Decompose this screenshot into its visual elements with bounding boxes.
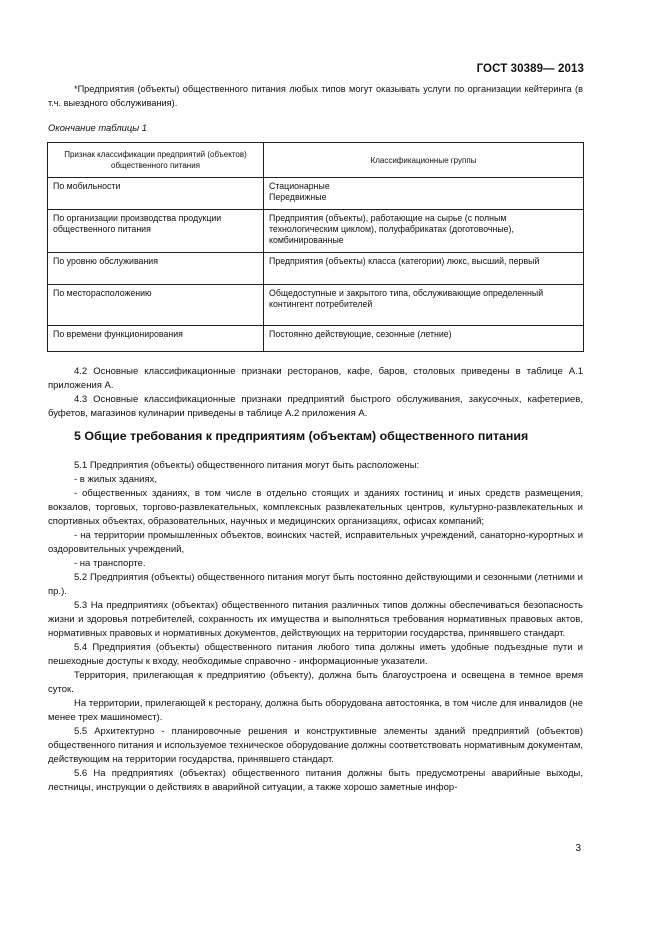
table-caption: Окончание таблицы 1	[48, 122, 147, 133]
page-number: 3	[575, 843, 581, 854]
table-row	[48, 285, 584, 326]
table-row	[48, 326, 584, 352]
paragraph: - на транспорте.	[74, 558, 146, 569]
paragraph: 5.6 На предприятиях (объектах) общественного питания должны быть предусмотрены аварийные выходы, лестницы, инструкции о действиях в аварийной ситуации, а также хорошо заметные инфор-	[48, 768, 583, 793]
section-title: 5 Общие требования к предприятиям (объектам) общественного питания	[74, 429, 529, 443]
table-cell: По мобильности	[48, 178, 264, 210]
table-row	[48, 178, 584, 210]
paragraph: 5.5 Архитектурно - планировочные решения и конструктивные элементы зданий предприятий (объектов) общественного питания и используемое техническое оборудование должны соответствовать нормативным документам, действующим на территории государства, принявшего стандарт.	[48, 726, 583, 765]
paragraph: 5.3 На предприятиях (объектах) общественного питания различных типов должны обеспечиваться безопасность жизни и здоровья потребителей, сохранность их имущества и выполняться требования нормативных правовых актов, нормативных правовых и нормативных документов, действующих на территории государства, принявшего стандарт.	[48, 600, 583, 639]
footnote	[48, 82, 583, 110]
table-cell: По организации производства продукции общественного питания	[48, 210, 264, 253]
table-row	[48, 210, 584, 253]
paragraph: - на территории промышленных объектов, воинских частей, исправительных учреждений, санаторно-курортных и оздоровительных учреждений,	[48, 530, 583, 555]
standard-number: ГОСТ 30389— 2013	[476, 63, 584, 75]
table-cell: Общедоступные и закрытого типа, обслуживающие определенный контингент потребителей	[264, 285, 584, 326]
section-5-paragraphs	[48, 459, 583, 795]
header-groups: Классификационные группы	[264, 143, 584, 178]
table-cell: Постоянно действующие, сезонные (летние)	[264, 326, 584, 352]
table-cell: По месторасположению	[48, 285, 264, 326]
table-row	[48, 253, 584, 285]
paragraph: - в жилых зданиях,	[74, 474, 157, 485]
table-cell: Предприятия (объекты) класса (категории) люкс, высший, первый	[264, 253, 584, 285]
paragraph: 4.3 Основные классификационные признаки предприятий быстрого обслуживания, закусочных, кафетериев, буфетов, магазинов кулинарии приведены в таблице А.2 приложения А.	[48, 394, 583, 419]
section-4-paragraphs	[48, 365, 583, 421]
table-cell: По времени функционирования	[48, 326, 264, 352]
table-cell: Стационарные Передвижные	[264, 178, 584, 210]
header-criterion: Признак классификации предприятий (объектов) общественного питания	[48, 143, 264, 178]
paragraph: - общественных зданиях, в том числе в отдельно стоящих и зданиях гостиниц и иных средств размещения, вокзалов, торговых, торгово-развлекательных, комплексных развлекательных центров, культурно-развлекательных и спортивных объектах, образовательных, научных и медицинских организациях, офисах компаний;	[48, 488, 583, 527]
table-header-row	[48, 143, 584, 178]
classification-table	[47, 142, 584, 352]
paragraph: 5.1 Предприятия (объекты) общественного питания могут быть расположены:	[74, 460, 420, 471]
paragraph: На территории, прилегающей к ресторану, должна быть оборудована автостоянка, в том числе для инвалидов (не менее трех машиномест).	[48, 698, 583, 723]
table-cell: По уровню обслуживания	[48, 253, 264, 285]
table-cell: Предприятия (объекты), работающие на сырье (с полным технологическим циклом), полуфабрикатах (доготовочные), комбинированные	[264, 210, 584, 253]
paragraph: 5.2 Предприятия (объекты) общественного питания могут быть постоянно действующими и сезонными (летними и пр.).	[48, 572, 583, 597]
footnote-text: *Предприятия (объекты) общественного питания любых типов могут оказывать услуги по организации кейтеринга (в т.ч. выездного обслуживания).	[48, 84, 583, 108]
paragraph: Территория, прилегающая к предприятию (объекту), должна быть благоустроена и освещена в темное время суток.	[48, 670, 583, 695]
paragraph: 5.4 Предприятия (объекты) общественного питания любого типа должны иметь удобные подъездные пути и пешеходные доступы к входу, необходимые справочно - информационные указатели.	[48, 642, 583, 667]
paragraph: 4.2 Основные классификационные признаки ресторанов, кафе, баров, столовых приведены в таблице А.1 приложения А.	[48, 366, 583, 391]
